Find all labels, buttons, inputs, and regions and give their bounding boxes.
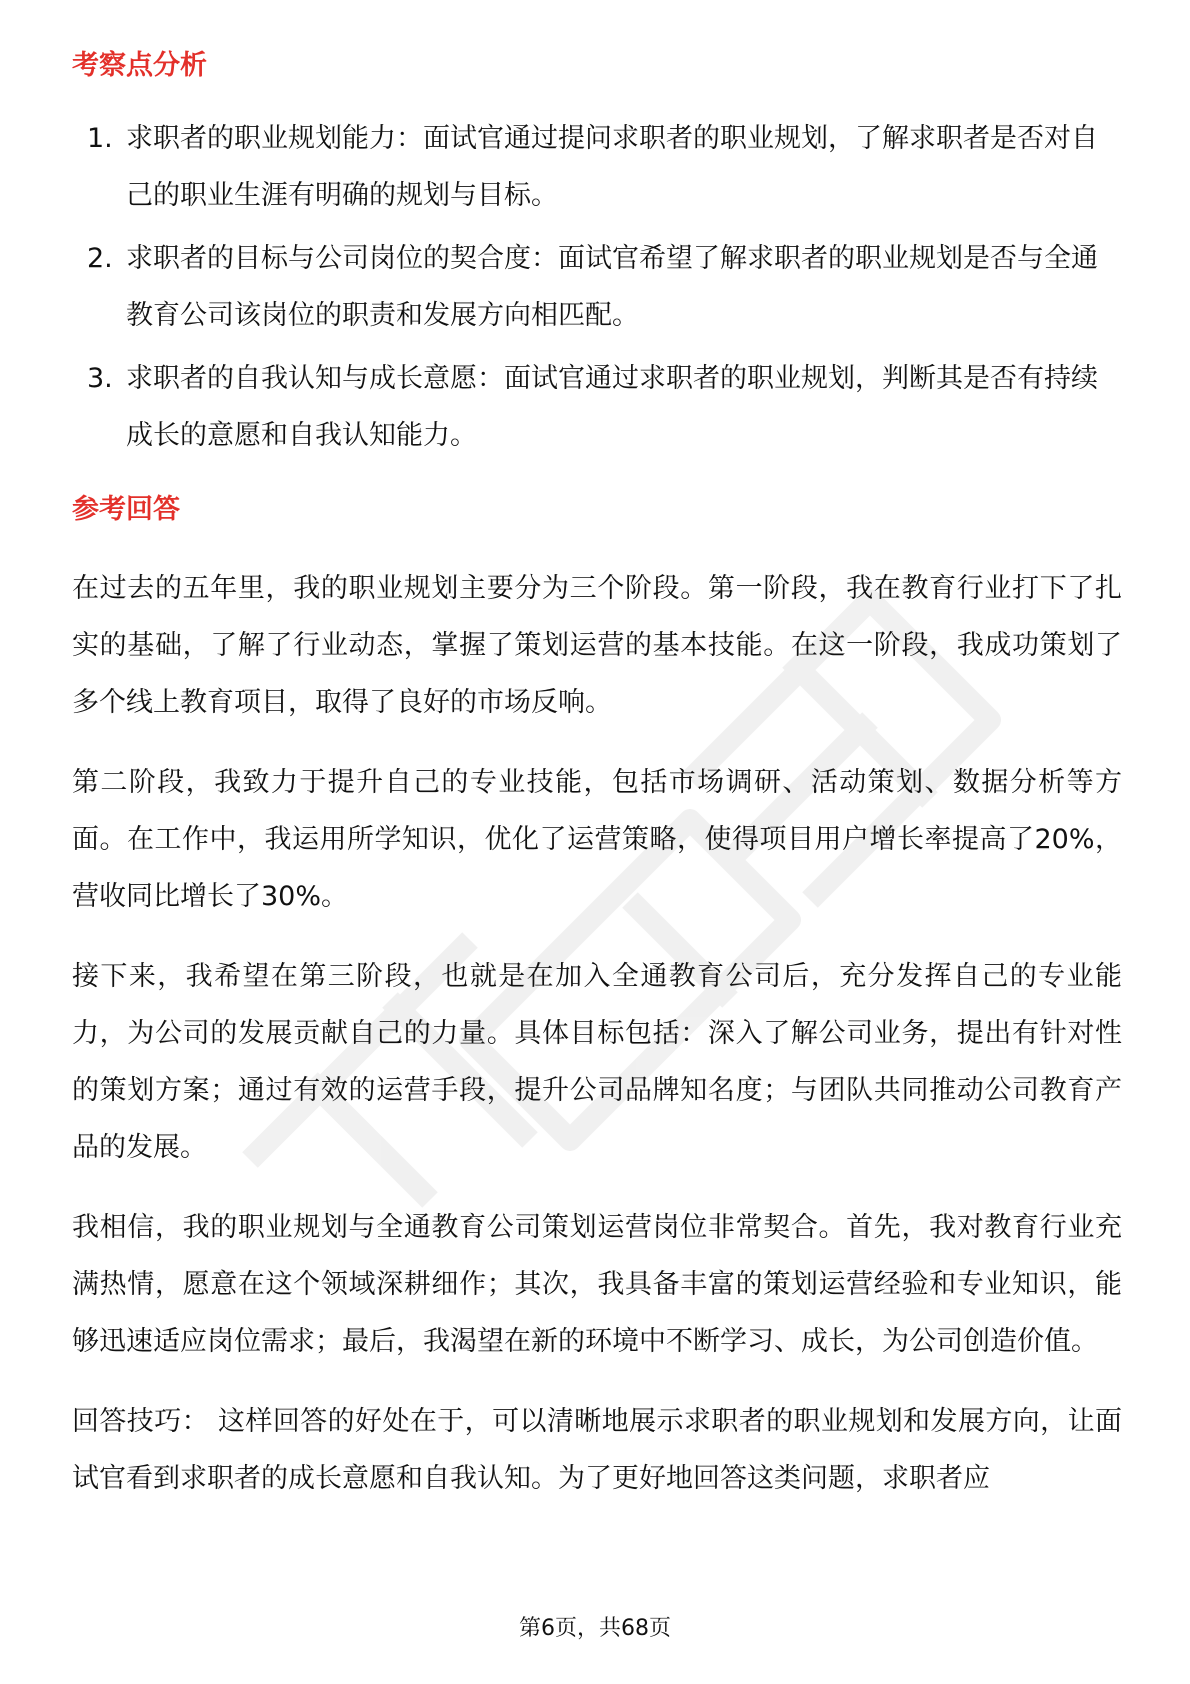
list-item bbox=[72, 110, 1122, 224]
list-item-text: 求职者的职业规划能力：面试官通过提问求职者的职业规划，了解求职者是否对自己的职业生涯有明确的规划与目标。 bbox=[126, 123, 1098, 211]
answer-paragraph: 接下来，我希望在第三阶段，也就是在加入全通教育公司后，充分发挥自己的专业能力，为公司的发展贡献自己的力量。具体目标包括：深入了解公司业务，提出有针对性的策划方案；通过有效的运营手段，提升公司品牌知名度；与团队共同推动公司教育产品的发展。 bbox=[72, 961, 1122, 1163]
list-item-number: 3. bbox=[87, 363, 113, 394]
analysis-list bbox=[72, 110, 1122, 464]
list-item-text: 求职者的目标与公司岗位的契合度：面试官希望了解求职者的职业规划是否与全通教育公司该岗位的职责和发展方向相匹配。 bbox=[126, 243, 1098, 331]
answer-paragraph: 第二阶段，我致力于提升自己的专业技能，包括市场调研、活动策划、数据分析等方面。在工作中，我运用所学知识，优化了运营策略，使得项目用户增长率提高了20%，营收同比增长了30%。 bbox=[72, 767, 1122, 912]
answer-paragraph: 在过去的五年里，我的职业规划主要分为三个阶段。第一阶段，我在教育行业打下了扎实的基础，了解了行业动态，掌握了策划运营的基本技能。在这一阶段，我成功策划了多个线上教育项目，取得了良好的市场反响。 bbox=[72, 573, 1122, 718]
list-item-number: 2. bbox=[87, 243, 113, 274]
list-item-number: 1. bbox=[87, 123, 113, 154]
list-item bbox=[72, 350, 1122, 464]
page-number-footer: 第6页，共68页 bbox=[519, 1616, 671, 1641]
content bbox=[72, 46, 1122, 1507]
answer-paragraph: 我相信，我的职业规划与全通教育公司策划运营岗位非常契合。首先，我对教育行业充满热情，愿意在这个领域深耕细作；其次，我具备丰富的策划运营经验和专业知识，能够迅速适应岗位需求；最后，我渴望在新的环境中不断学习、成长，为公司创造价值。 bbox=[72, 1212, 1122, 1357]
analysis-section-title: 考察点分析 bbox=[72, 50, 207, 81]
list-item bbox=[72, 230, 1122, 344]
answer-section-title: 参考回答 bbox=[72, 494, 180, 525]
list-item-text: 求职者的自我认知与成长意愿：面试官通过求职者的职业规划，判断其是否有持续成长的意愿和自我认知能力。 bbox=[126, 363, 1098, 451]
answer-tips-paragraph: 回答技巧： 这样回答的好处在于，可以清晰地展示求职者的职业规划和发展方向，让面试官看到求职者的成长意愿和自我认知。为了更好地回答这类问题，求职者应 bbox=[72, 1406, 1122, 1494]
